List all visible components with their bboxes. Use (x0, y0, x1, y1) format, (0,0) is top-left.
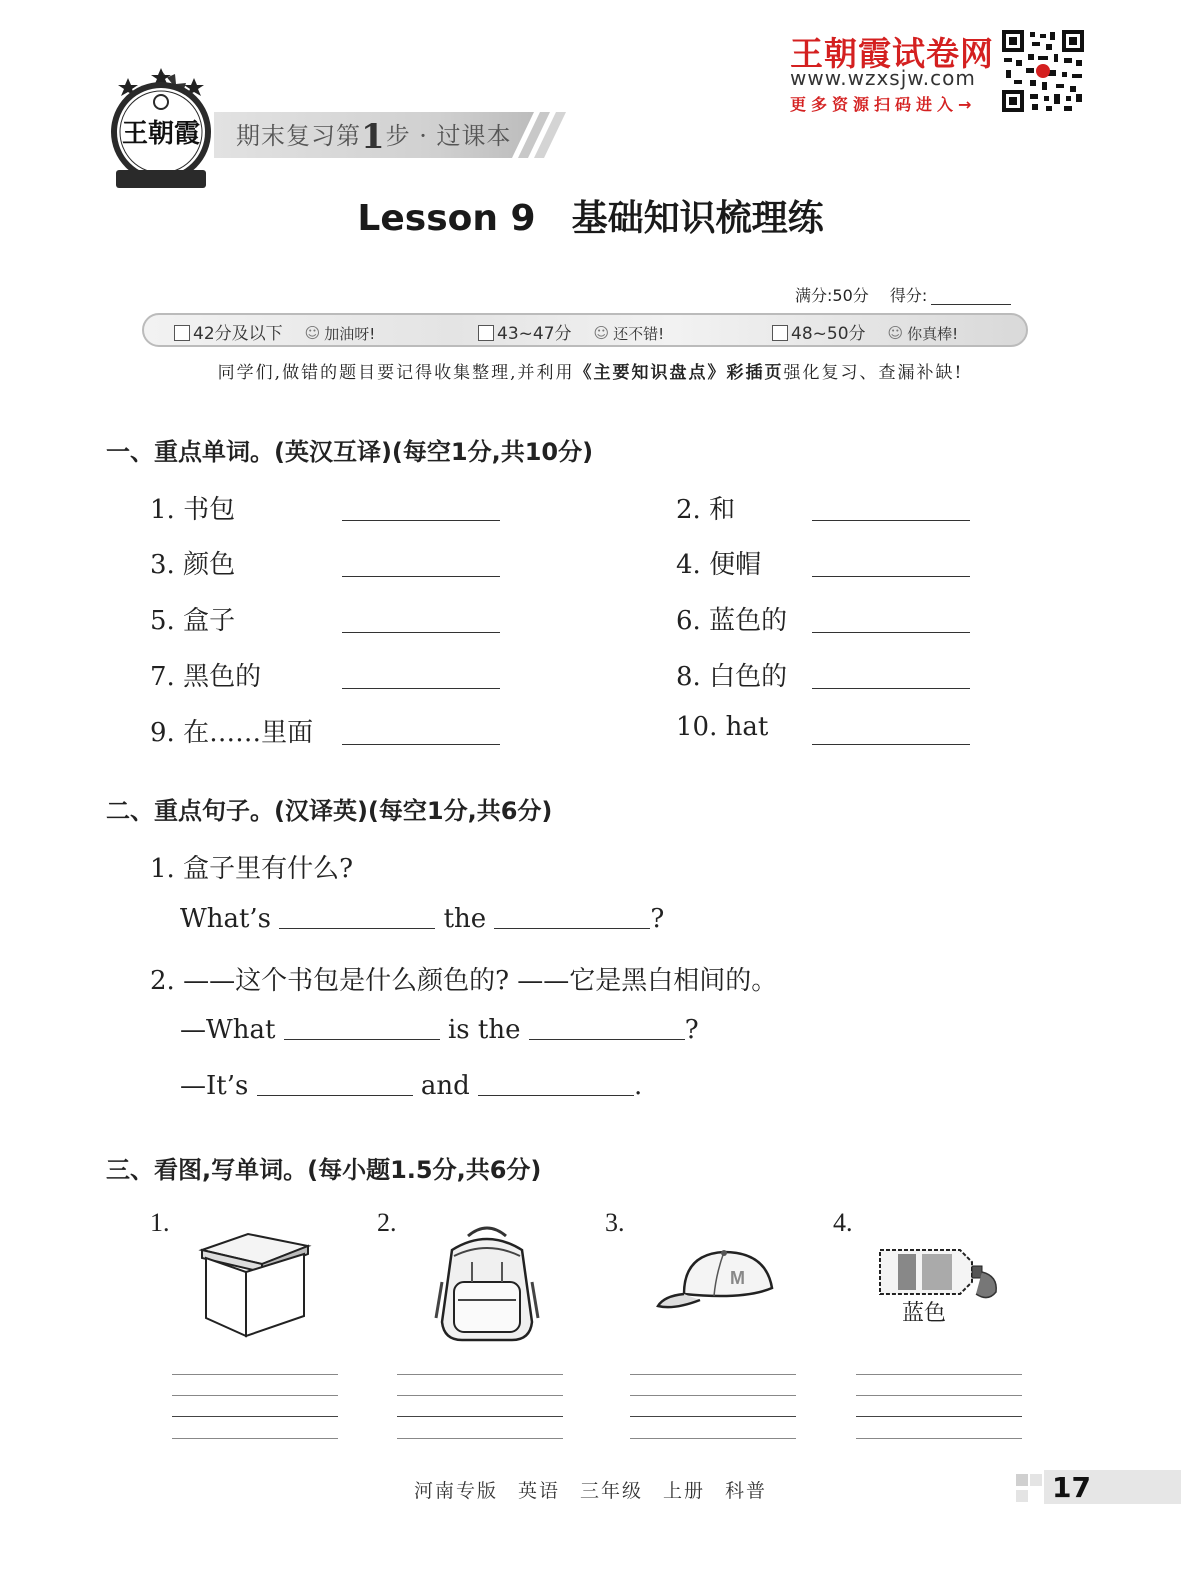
section-2-heading: 二、重点句子。(汉译英)(每空1分,共6分) (106, 797, 553, 825)
box-picture (196, 1228, 314, 1340)
smiley-icon: ☺ (887, 324, 904, 342)
writing-line[interactable] (397, 1416, 563, 1417)
page-title: Lesson 9 基础知识梳理练 (357, 198, 824, 239)
writing-line[interactable] (172, 1374, 338, 1375)
writing-line[interactable] (172, 1395, 338, 1396)
writing-line[interactable] (630, 1395, 796, 1396)
section-1-heading: 一、重点单词。(英汉互译)(每空1分,共10分) (106, 438, 594, 466)
svg-text:王朝霞: 王朝霞 (121, 119, 201, 149)
sentence-q1: 1. 盒子里有什么? (150, 854, 354, 884)
picture-number-4: 4. (833, 1208, 853, 1237)
vocab-item-4: 4. 便帽 (676, 550, 762, 580)
vocab-item-3: 3. 颜色 (150, 550, 236, 580)
paint-tube-picture (872, 1240, 1004, 1304)
vocab-blank-10[interactable] (812, 744, 970, 745)
sentence-q2: 2. ——这个书包是什么颜色的? ——它是黑白相间的。 (150, 966, 778, 996)
writing-line[interactable] (397, 1374, 563, 1375)
decor-square (1016, 1490, 1028, 1502)
vocab-blank-1[interactable] (342, 520, 500, 521)
grade-option-2[interactable]: 43~47分 ☺ 还不错! (478, 319, 664, 344)
checkbox[interactable] (772, 325, 788, 341)
qr-code-icon[interactable] (1002, 30, 1084, 112)
answer-blank[interactable] (279, 906, 435, 929)
vocab-item-8: 8. 白色的 (676, 662, 788, 692)
score-blank[interactable] (931, 288, 1011, 305)
vocab-blank-6[interactable] (812, 632, 970, 633)
writing-line[interactable] (630, 1438, 796, 1439)
banner-text: 期末复习第1步 · 过课本 (236, 117, 512, 157)
sentence-q2-answer-a: —What is the ? (180, 1015, 699, 1045)
vocab-item-6: 6. 蓝色的 (676, 606, 788, 636)
vocab-item-5: 5. 盒子 (150, 606, 236, 636)
section-3-heading: 三、看图,写单词。(每小题1.5分,共6分) (106, 1156, 542, 1184)
footer: 河南专版 英语 三年级 上册 科普 (413, 1481, 768, 1502)
vocab-item-2: 2. 和 (676, 495, 736, 525)
picture-number-2: 2. (377, 1208, 397, 1237)
cap-picture (654, 1244, 778, 1320)
vocab-item-10: 10. hat (676, 712, 769, 742)
score-label: 得分: (889, 286, 928, 305)
checkbox[interactable] (478, 325, 494, 341)
answer-blank[interactable] (529, 1017, 685, 1040)
vocab-blank-7[interactable] (342, 688, 500, 689)
smiley-icon: ☺ (304, 324, 321, 342)
vocab-blank-8[interactable] (812, 688, 970, 689)
writing-line[interactable] (172, 1438, 338, 1439)
sentence-q1-answer: What’s the ? (180, 904, 665, 934)
answer-blank[interactable] (494, 906, 650, 929)
backpack-picture (432, 1222, 542, 1344)
vocab-blank-3[interactable] (342, 576, 500, 577)
picture-number-3: 3. (605, 1208, 625, 1237)
vocab-blank-4[interactable] (812, 576, 970, 577)
answer-blank[interactable] (257, 1073, 413, 1096)
writing-line[interactable] (172, 1416, 338, 1417)
site-scan-hint: 更多资源扫码进入→ (790, 95, 977, 114)
score-line (795, 283, 1011, 306)
answer-blank[interactable] (284, 1017, 440, 1040)
page-number: 17 (1052, 1471, 1091, 1504)
writing-line[interactable] (856, 1374, 1022, 1375)
writing-line[interactable] (630, 1374, 796, 1375)
writing-line[interactable] (856, 1395, 1022, 1396)
vocab-blank-5[interactable] (342, 632, 500, 633)
grade-option-3[interactable]: 48~50分 ☺ 你真棒! (772, 319, 958, 344)
grade-option-1[interactable]: 42分及以下 ☺ 加油呀! (174, 319, 375, 344)
checkbox[interactable] (174, 325, 190, 341)
vocab-item-7: 7. 黑色的 (150, 662, 262, 692)
site-name: 王朝霞试卷网 (790, 34, 994, 73)
decor-square (1016, 1474, 1028, 1486)
picture-number-1: 1. (150, 1208, 170, 1237)
decor-square (1030, 1474, 1042, 1486)
notice-text: 同学们,做错的题目要记得收集整理,并利用《主要知识盘点》彩插页强化复习、查漏补缺! (217, 363, 964, 383)
brand-logo (106, 68, 216, 192)
svg-text:M: M (730, 1268, 745, 1288)
writing-line[interactable] (856, 1438, 1022, 1439)
smiley-icon: ☺ (593, 324, 610, 342)
answer-blank[interactable] (478, 1073, 634, 1096)
vocab-item-9: 9. 在……里面 (150, 718, 314, 748)
sentence-q2-answer-b: —It’s and . (180, 1071, 643, 1101)
writing-line[interactable] (397, 1438, 563, 1439)
writing-line[interactable] (856, 1416, 1022, 1417)
vocab-item-1: 1. 书包 (150, 495, 236, 525)
writing-line[interactable] (630, 1416, 796, 1417)
writing-line[interactable] (397, 1395, 563, 1396)
vocab-blank-2[interactable] (812, 520, 970, 521)
paint-tube-label: 蓝色 (902, 1300, 947, 1325)
full-score: 满分:50分 (795, 286, 869, 305)
site-url[interactable]: www.wzxsjw.com (790, 66, 976, 90)
vocab-blank-9[interactable] (342, 744, 500, 745)
